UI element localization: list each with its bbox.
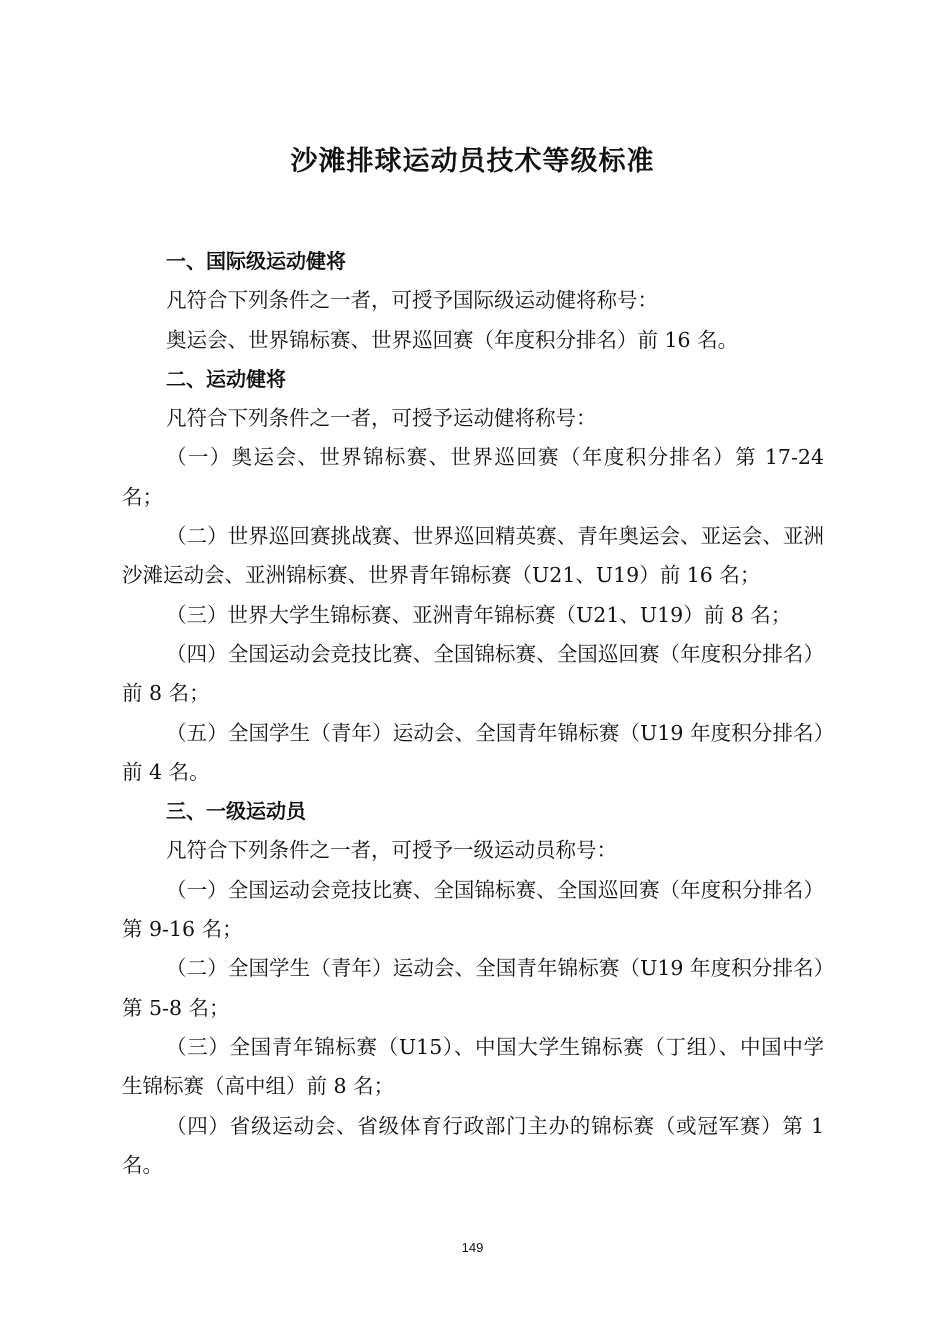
- paragraph: 凡符合下列条件之一者，可授予国际级运动健将称号：: [166, 288, 658, 313]
- paragraph: （四）省级运动会、省级体育行政部门主办的锦标赛（或冠军赛）第 1 名。: [122, 1113, 824, 1177]
- paragraph: （二）世界巡回赛挑战赛、世界巡回精英赛、青年奥运会、亚运会、亚洲沙滩运动会、亚洲锦标赛、世界青年锦标赛（U21、U19）前 16 名；: [122, 524, 824, 588]
- paragraph: （三）全国青年锦标赛（U15）、中国大学生锦标赛（丁组）、中国中学生锦标赛（高中组）前 8 名；: [122, 1034, 824, 1099]
- paragraph: （一）奥运会、世界锦标赛、世界巡回赛（年度积分排名）第 17-24 名；: [122, 445, 824, 509]
- section-heading-2: 二、运动健将: [166, 366, 286, 391]
- section-heading-1: 一、国际级运动健将: [166, 249, 346, 273]
- section-heading-3: 三、一级运动员: [166, 799, 306, 824]
- paragraph: （二）全国学生（青年）运动会、全国青年锦标赛（U19 年度积分排名）第 5-8 名；: [122, 956, 824, 1020]
- page-number: 149: [461, 1240, 484, 1255]
- paragraph: （五）全国学生（青年）运动会、全国青年锦标赛（U19 年度积分排名）前 4 名。: [122, 720, 824, 784]
- paragraph: （四）全国运动会竞技比赛、全国锦标赛、全国巡回赛（年度积分排名）前 8 名；: [122, 641, 824, 706]
- paragraph: 凡符合下列条件之一者，可授予一级运动员称号：: [166, 838, 617, 863]
- document-body: [122, 242, 824, 1185]
- paragraph: （三）世界大学生锦标赛、亚洲青年锦标赛（U21、U19）前 8 名；: [166, 602, 792, 627]
- document-title: 沙滩排球运动员技术等级标准: [290, 146, 655, 177]
- paragraph: （一）全国运动会竞技比赛、全国锦标赛、全国巡回赛（年度积分排名）第 9-16 名；: [122, 877, 824, 942]
- paragraph: 奥运会、世界锦标赛、世界巡回赛（年度积分排名）前 16 名。: [166, 327, 739, 352]
- paragraph: 凡符合下列条件之一者，可授予运动健将称号：: [166, 406, 597, 431]
